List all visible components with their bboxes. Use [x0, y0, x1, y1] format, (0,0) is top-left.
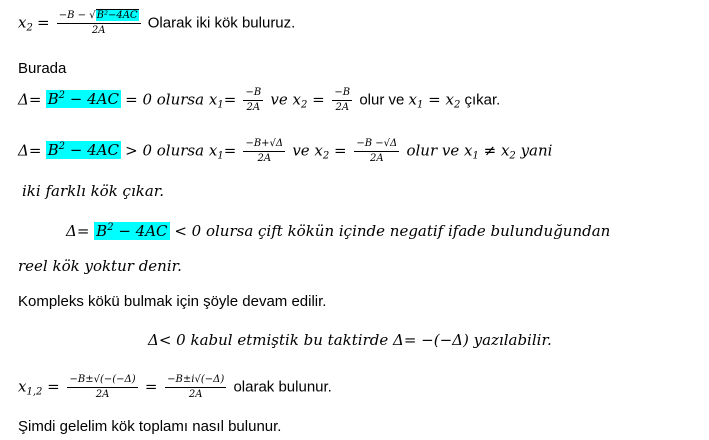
equals-sign: = [223, 90, 237, 109]
burada-text: Burada [18, 60, 67, 77]
equals-sign: = [329, 141, 352, 160]
ve-x2: ve x [270, 90, 301, 109]
x2-subscript: 2 [300, 99, 308, 111]
x2-subscript: 2 [453, 99, 461, 111]
line-x2-formula [18, 10, 295, 37]
equals-sign: = [144, 377, 163, 396]
ve-x2: ve x [292, 141, 323, 160]
line-x12-formula [18, 374, 332, 401]
iki-farkli-text: iki farklı kök çıkar. [22, 182, 165, 200]
discriminant-highlight: $B^2 - 4AC$ [47, 90, 119, 109]
x2-denominator: 2A [91, 25, 106, 36]
line-burada [18, 60, 66, 78]
equals-x2: = x [423, 90, 454, 109]
positive-condition: > 0 olursa x [125, 141, 218, 160]
olur-ve-x1: olur ve x [406, 141, 473, 160]
x2-subscript: 2 [322, 150, 330, 162]
x2-fraction: $\frac{-B}{2A}$ [334, 87, 351, 113]
x2-fraction: $\frac{-B -√\Delta}{2A}$ [356, 138, 398, 164]
line-iki-farkli [22, 182, 164, 200]
x2-fraction [57, 10, 141, 37]
x1-symbol: x [408, 90, 417, 109]
delta-eq: Δ= [18, 141, 42, 160]
x1-fraction: $\frac{-B+√\Delta}{2A}$ [245, 138, 284, 164]
line-delta-zero [18, 87, 500, 114]
olur-ve-text: olur ve [359, 91, 409, 109]
line-kompleks [18, 293, 326, 311]
line-delta-negative [66, 219, 610, 241]
equals-sign: = [42, 377, 65, 396]
line1-text: Olarak iki kök buluruz. [147, 14, 296, 32]
kabul-text: Δ< 0 kabul etmiştik bu taktirde Δ= −(−Δ) yazılabilir. [148, 331, 552, 349]
simdi-text: Şimdi gelelim kök toplamı nasıl bulunur. [18, 418, 282, 435]
delta-eq: Δ= [18, 90, 42, 109]
not-equal-x2: ≠ x [478, 141, 510, 160]
discriminant-highlight: $B^2 - 4AC$ [47, 141, 119, 160]
x1-subscript: 1 [417, 99, 424, 111]
line-kabul [148, 331, 552, 349]
cikar-text: çıkar. [464, 91, 501, 109]
x12-subscript: 1,2 [26, 386, 43, 398]
yani-text: yani [515, 141, 553, 160]
kompleks-text: Kompleks kökü bulmak için şöyle devam edilir. [18, 293, 327, 310]
discriminant-highlight: $B^2 - 4AC$ [96, 222, 168, 240]
equals-sign: = [223, 141, 237, 160]
equals-sign: = [307, 90, 330, 109]
x2-subscript: 2 [509, 150, 516, 162]
x12-symbol: x [18, 377, 27, 396]
x12-fraction-2: $\frac{-B\pm i√(-\Delta)}{2A}$ [167, 374, 225, 400]
line-delta-positive [18, 138, 552, 165]
discriminant-under-root: B²−4AC [96, 10, 138, 21]
delta-eq: Δ= [66, 222, 95, 240]
line-simdi [18, 418, 281, 436]
x1-subscript: 1 [217, 150, 224, 162]
x2-numerator-prefix: −B − √ [58, 10, 96, 21]
x2-symbol: x [18, 13, 27, 32]
line-reel-kok [18, 257, 182, 275]
olarak-bulunur-text: olarak bulunur. [233, 378, 332, 396]
x1-fraction: $\frac{-B}{2A}$ [245, 87, 262, 113]
x1-subscript: 1 [472, 150, 479, 162]
reel-kok-text: reel kök yoktur denir. [18, 257, 182, 275]
zero-condition: = 0 olursa x [125, 90, 218, 109]
x2-subscript: 2 [26, 22, 33, 34]
x1-subscript: 1 [217, 99, 224, 111]
equals-sign: = [37, 13, 50, 32]
x12-fraction-1: $\frac{-B\pm√(-(-\Delta)}{2A}$ [69, 374, 136, 400]
negative-condition-text: < 0 olursa çift kökün içinde negatif ifade bulunduğundan [169, 222, 611, 240]
